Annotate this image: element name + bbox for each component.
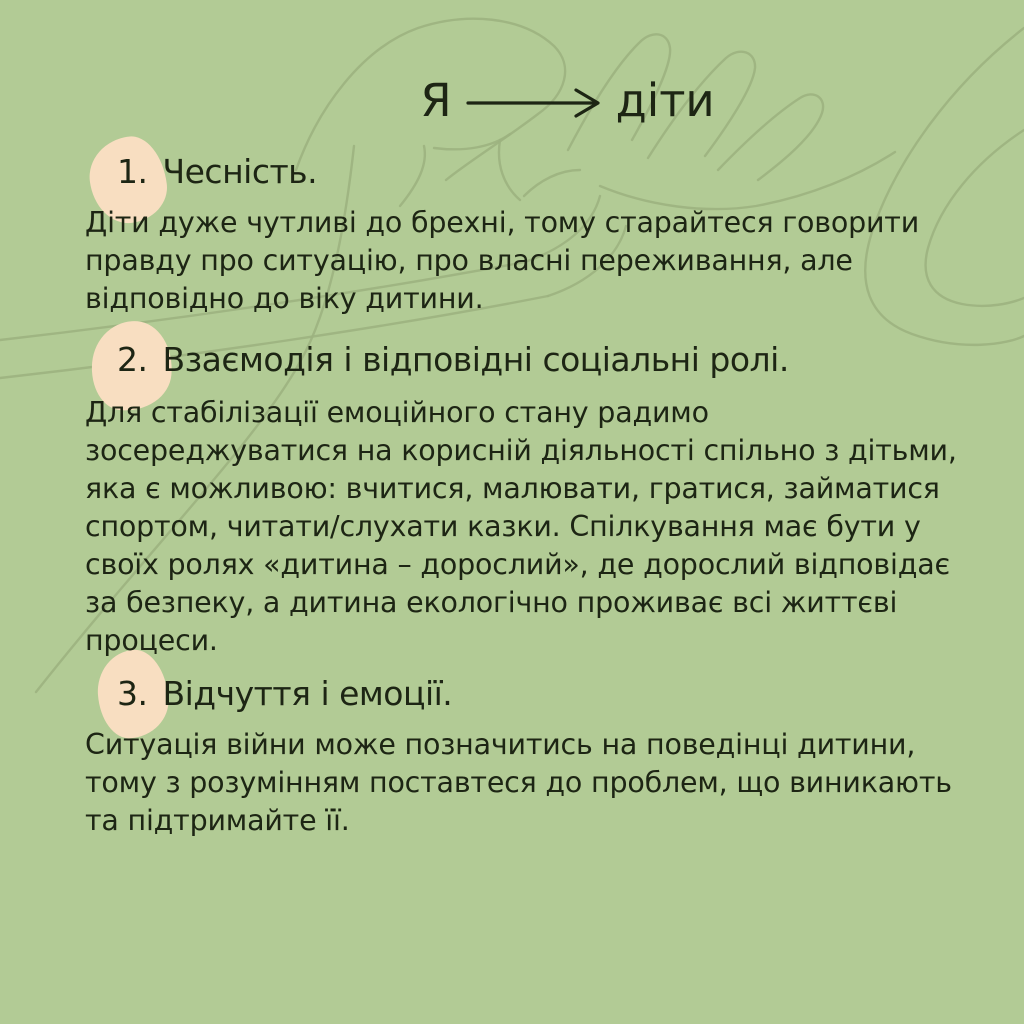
- title-right: діти: [615, 74, 715, 127]
- section-number: 1.: [117, 152, 148, 191]
- paragraph-line: Діти дуже чутливі до брехні, тому старайтеся говорити: [85, 206, 920, 239]
- section-1-heading-row: [117, 150, 954, 194]
- long-right-arrow-icon: [464, 86, 614, 120]
- paragraph-line: тому з розумінням поставтеся до проблем, що виникають: [85, 766, 952, 799]
- title-left: Я: [420, 74, 452, 127]
- paragraph-line: правду про ситуацію, про власні переживання, але: [85, 244, 853, 277]
- section-heading: Взаємодія і відповідні соціальні ролі.: [162, 340, 789, 379]
- paragraph-line: Для стабілізації емоційного стану радимо: [85, 396, 709, 429]
- section-heading: Відчуття і емоції.: [162, 674, 453, 713]
- section-heading: Чесність.: [162, 152, 318, 191]
- section-1-body: [85, 204, 954, 318]
- section-2-heading-row: [117, 338, 954, 382]
- paragraph-line: спортом, читати/слухати казки. Спілкування має бути у: [85, 510, 921, 543]
- paragraph-line: та підтримайте її.: [85, 804, 350, 837]
- section-number: 3.: [117, 674, 148, 713]
- section-3-body: [85, 726, 954, 840]
- paragraph-line: процеси.: [85, 624, 218, 657]
- section-3-heading-row: [117, 672, 954, 716]
- paragraph-line: зосереджуватися на корисній діяльності спільно з дітьми,: [85, 434, 957, 467]
- section-2-body: [85, 394, 957, 660]
- section-number: 2.: [117, 340, 148, 379]
- paragraph-line: яка є можливою: вчитися, малювати, гратися, займатися: [85, 472, 940, 505]
- paragraph-line: своїх ролях «дитина – дорослий», де дорослий відповідає: [85, 548, 950, 581]
- paragraph-line: відповідно до віку дитини.: [85, 282, 484, 315]
- paragraph-line: Ситуація війни може позначитись на поведінці дитини,: [85, 728, 916, 761]
- page-title: [133, 74, 1002, 128]
- paragraph-line: за безпеку, а дитина екологічно проживає всі життєві: [85, 586, 898, 619]
